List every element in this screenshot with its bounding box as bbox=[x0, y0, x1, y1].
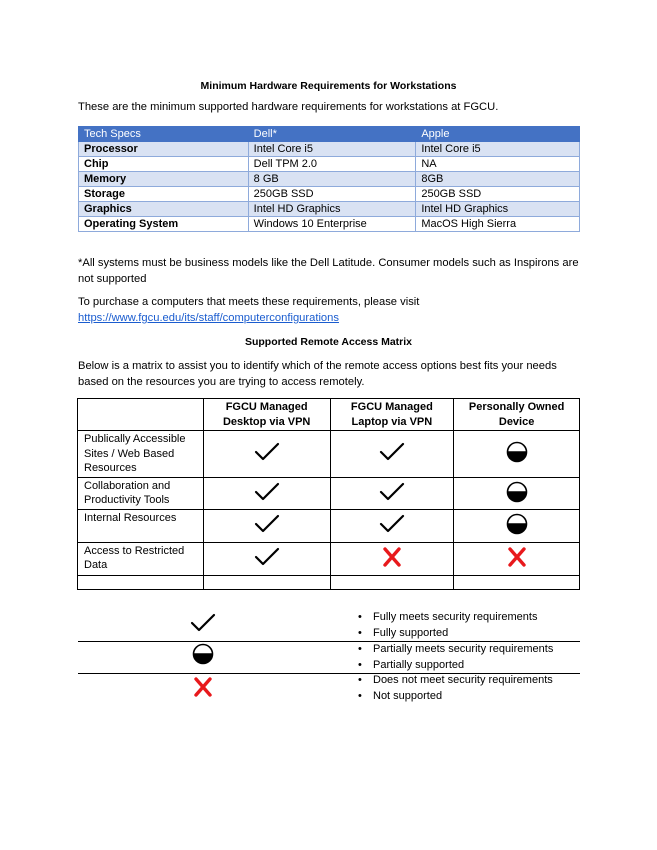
spec-row bbox=[79, 187, 580, 202]
red-x-icon bbox=[190, 676, 216, 698]
spec-cell: Dell TPM 2.0 bbox=[248, 157, 416, 172]
spec-header-row bbox=[79, 127, 580, 142]
matrix-row-label: Internal Resources bbox=[78, 509, 204, 542]
checkmark-icon bbox=[190, 612, 216, 634]
matrix-row bbox=[78, 431, 580, 478]
spec-cell: Intel Core i5 bbox=[416, 142, 580, 157]
matrix-cell bbox=[330, 542, 454, 575]
checkmark-icon bbox=[254, 441, 280, 463]
matrix-cell bbox=[203, 431, 330, 478]
matrix-row-label: Access to Restricted Data bbox=[78, 542, 204, 575]
matrix-header-cell: FGCU Managed Desktop via VPN bbox=[203, 399, 330, 431]
matrix-row bbox=[78, 477, 580, 509]
matrix-row bbox=[78, 542, 580, 575]
spec-row bbox=[79, 202, 580, 217]
matrix-intro-text: Below is a matrix to assist you to identify which of the remote access options best fits your needs based on the resources you are trying to access remotely. bbox=[78, 360, 557, 388]
legend-icon bbox=[190, 612, 216, 637]
checkmark-icon bbox=[254, 513, 280, 535]
spec-cell: 250GB SSD bbox=[248, 187, 416, 202]
matrix-cell bbox=[454, 431, 580, 478]
legend-icon bbox=[190, 676, 216, 701]
spec-cell: 250GB SSD bbox=[416, 187, 580, 202]
purchase-text: To purchase a computers that meets these requirements, please visit bbox=[78, 296, 420, 308]
matrix-row bbox=[78, 575, 580, 589]
spec-cell: Intel HD Graphics bbox=[248, 202, 416, 217]
matrix-row-label: Publically Accessible Sites / Web Based Resources bbox=[78, 431, 204, 478]
matrix-row-label bbox=[78, 575, 204, 589]
spec-header-cell: Apple bbox=[416, 127, 580, 142]
half-filled-circle-icon bbox=[504, 513, 530, 535]
spec-cell: MacOS High Sierra bbox=[416, 217, 580, 232]
red-x-icon bbox=[504, 546, 530, 568]
checkmark-icon bbox=[379, 441, 405, 463]
matrix-cell bbox=[454, 477, 580, 509]
spec-row bbox=[79, 217, 580, 232]
legend-bullet: • Does not meet security requirements bbox=[358, 673, 553, 689]
checkmark-icon bbox=[254, 481, 280, 503]
red-x-icon bbox=[379, 546, 405, 568]
checkmark-icon bbox=[379, 513, 405, 535]
spec-cell: 8GB bbox=[416, 172, 580, 187]
matrix-cell bbox=[454, 542, 580, 575]
matrix-header-cell: FGCU Managed Laptop via VPN bbox=[330, 399, 454, 431]
hardware-spec-table bbox=[78, 126, 580, 232]
matrix-row bbox=[78, 509, 580, 542]
checkmark-icon bbox=[379, 481, 405, 503]
checkmark-icon bbox=[254, 546, 280, 568]
computer-configurations-link[interactable]: https://www.fgcu.edu/its/staff/computerconfigurations bbox=[78, 312, 339, 324]
matrix-cell bbox=[203, 542, 330, 575]
spec-row bbox=[79, 157, 580, 172]
matrix-cell bbox=[454, 575, 580, 589]
legend-bullets bbox=[358, 642, 553, 673]
spec-row-label: Storage bbox=[79, 187, 249, 202]
spec-row bbox=[79, 172, 580, 187]
matrix-corner-cell bbox=[78, 399, 204, 431]
matrix-cell bbox=[454, 509, 580, 542]
spec-cell: Windows 10 Enterprise bbox=[248, 217, 416, 232]
half-filled-circle-icon bbox=[504, 481, 530, 503]
legend-bullet: • Fully supported bbox=[358, 626, 537, 642]
spec-header-cell: Dell* bbox=[248, 127, 416, 142]
spec-row-label: Graphics bbox=[79, 202, 249, 217]
spec-cell: Intel HD Graphics bbox=[416, 202, 580, 217]
spec-row-label: Operating System bbox=[79, 217, 249, 232]
legend-icon bbox=[190, 643, 216, 668]
spec-row-label: Chip bbox=[79, 157, 249, 172]
spec-cell: Intel Core i5 bbox=[248, 142, 416, 157]
spec-row-label: Processor bbox=[79, 142, 249, 157]
legend-bullets bbox=[358, 673, 553, 704]
spec-row bbox=[79, 142, 580, 157]
matrix-title: Supported Remote Access Matrix bbox=[244, 336, 413, 348]
legend-bullet: • Fully meets security requirements bbox=[358, 610, 537, 626]
spec-header-cell: Tech Specs bbox=[79, 127, 249, 142]
matrix-cell bbox=[330, 431, 454, 478]
matrix-cell bbox=[330, 575, 454, 589]
legend-bullet: • Not supported bbox=[358, 689, 553, 705]
matrix-cell bbox=[203, 477, 330, 509]
legend-bullets bbox=[358, 610, 537, 641]
legend-bullet: • Partially supported bbox=[358, 658, 553, 674]
intro-text: These are the minimum supported hardware requirements for workstations at FGCU. bbox=[78, 101, 499, 113]
spec-row-label: Memory bbox=[79, 172, 249, 187]
spec-cell: 8 GB bbox=[248, 172, 416, 187]
matrix-cell bbox=[203, 575, 330, 589]
spec-cell: NA bbox=[416, 157, 580, 172]
half-filled-circle-icon bbox=[190, 643, 216, 665]
half-filled-circle-icon bbox=[504, 441, 530, 463]
matrix-cell bbox=[330, 509, 454, 542]
matrix-header-row bbox=[78, 399, 580, 431]
page-title: Minimum Hardware Requirements for Workstations bbox=[200, 80, 457, 92]
matrix-row-label: Collaboration and Productivity Tools bbox=[78, 477, 204, 509]
matrix-cell bbox=[203, 509, 330, 542]
legend-bullet: • Partially meets security requirements bbox=[358, 642, 553, 658]
matrix-cell bbox=[330, 477, 454, 509]
remote-access-matrix bbox=[77, 398, 580, 590]
matrix-header-cell: Personally Owned Device bbox=[454, 399, 580, 431]
footnote-text: *All systems must be business models like the Dell Latitude. Consumer models such as Inspirons are not supported bbox=[78, 257, 579, 285]
